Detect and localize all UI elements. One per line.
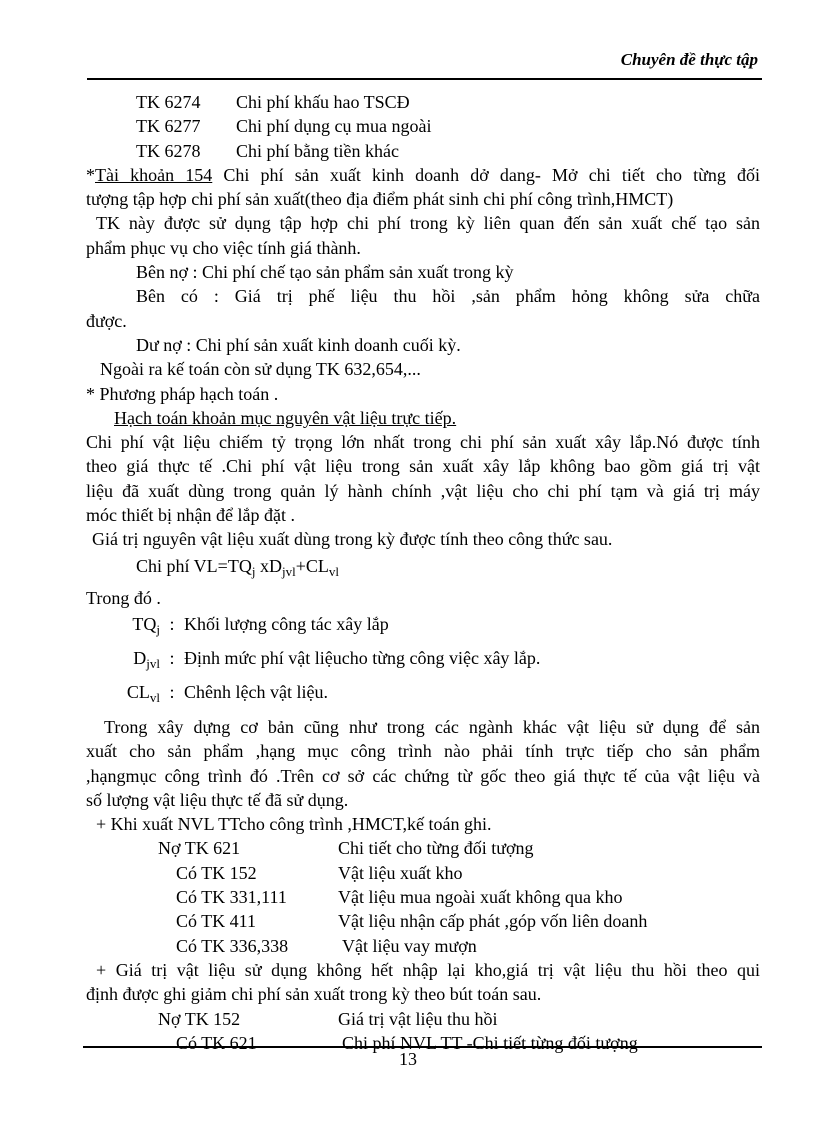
colon: :: [169, 647, 175, 668]
entry2-intro-line: định được ghi giảm chi phí sản xuất trong kỳ theo bút toán sau.: [86, 984, 542, 1005]
variable-name: [86, 610, 160, 644]
entry-account: Có TK 152: [176, 862, 257, 883]
entry-desc: Giá trị vật liệu thu hồi: [338, 1008, 498, 1029]
entry-desc: Chi tiết cho từng đối tượng: [338, 838, 534, 859]
formula-part: Chi phí VL=TQ: [136, 555, 252, 576]
entry-account: Có TK 336,338: [176, 935, 289, 956]
entry2-line: [86, 1007, 760, 1031]
page-number: 13: [399, 1049, 417, 1069]
entry1-intro: + Khi xuất NVL TTcho công trình ,HMCT,kế toán ghi.: [96, 814, 492, 835]
header-title: Chuyên đề thực tập: [620, 50, 758, 69]
entry-desc: Chi phí NVL TT -Chi tiết từng đối tượng: [342, 1032, 638, 1053]
account-154-use-line2: phẩm phục vụ cho việc tính giá thành.: [86, 237, 361, 258]
variable-sub: jvl: [146, 655, 160, 671]
balance-line: Dư nợ : Chi phí sản xuất kinh doanh cuối kỳ.: [136, 334, 461, 355]
variable-symbol: CL: [126, 681, 150, 702]
tk-desc: Chi phí dụng cụ mua ngoài: [236, 116, 432, 137]
tk-code: TK 6277: [136, 116, 201, 137]
variable-line: [86, 644, 760, 678]
variable-desc: Chênh lệch vật liệu.: [184, 681, 328, 702]
entry1-line: [86, 861, 760, 885]
entry-desc: Vật liệu xuất kho: [338, 862, 463, 883]
formula-part: +CL: [295, 555, 329, 576]
variable-name: [86, 678, 160, 712]
tk-code: TK 6278: [136, 140, 201, 161]
tk-code: TK 6274: [136, 92, 201, 112]
debit-line: Bên nợ : Chi phí chế tạo sản phẩm sản xuất trong kỳ: [136, 262, 514, 283]
entry1-line: [86, 934, 760, 958]
variable-line: [86, 678, 760, 712]
paragraph2-line: ,hạngmục công trình đó .Trên cơ sở các chứng từ gốc theo giá thực tế của vật liệu và: [86, 765, 760, 786]
entry-account: Có TK 331,111: [176, 887, 287, 908]
formula-sub: j: [251, 563, 256, 579]
asterisk: *: [86, 164, 95, 185]
paragraph2-line: số lượng vật liệu thực tế đã sử dụng.: [86, 789, 349, 810]
variable-sub: j: [156, 621, 160, 637]
variable-symbol: D: [133, 647, 147, 668]
variable-desc: Khối lượng công tác xây lắp: [184, 613, 389, 634]
account-154-line2: tượng tập hợp chi phí sản xuất(theo địa điểm phát sinh chi phí công trình,HMCT): [86, 189, 674, 210]
entry-desc: Vật liệu vay mượn: [342, 935, 477, 956]
variable-name: [86, 644, 160, 678]
tk-desc: Chi phí khấu hao TSCĐ: [236, 92, 410, 112]
variable-sub: vl: [149, 689, 160, 705]
entry-account: Nợ TK 152: [158, 1008, 241, 1029]
entry1-line: [86, 836, 760, 860]
entry-account: Có TK 621: [176, 1032, 257, 1053]
tk-desc: Chi phí bằng tiền khác: [236, 140, 399, 161]
account-154-use-line1: TK này được sử dụng tập hợp chi phí trong kỳ liên quan đến sản xuất chế tạo sản: [96, 213, 760, 234]
paragraph1-line: Chi phí vật liệu chiếm tỷ trọng lớn nhất trong chi phí sản xuất xây lắp.Nó được tính: [86, 432, 760, 453]
paragraph2-line: Trong xây dựng cơ bản cũng như trong các ngành khác vật liệu sử dụng để sản: [104, 716, 760, 737]
others-line: Ngoài ra kế toán còn sử dụng TK 632,654,...: [100, 359, 421, 380]
tk-line: [86, 139, 760, 163]
entry2-intro-line: + Giá trị vật liệu sử dụng không hết nhập lại kho,giá trị vật liệu thu hồi theo qui: [96, 959, 760, 980]
colon: :: [169, 613, 175, 634]
entry-account: Có TK 411: [176, 911, 257, 932]
tk-line: [86, 90, 760, 114]
paragraph2-line: xuất cho sản phẩm ,hạng mục công trình nào phải tính trực tiếp cho sản phẩm: [86, 741, 760, 762]
variable-line: [86, 610, 760, 644]
entry1-line: [86, 885, 760, 909]
footer-rule: [83, 1046, 762, 1048]
where-line: Trong đó .: [86, 587, 161, 608]
formula-part: xD: [255, 555, 282, 576]
account-154-text: Chi phí sản xuất kinh doanh dở dang- Mở chi tiết cho từng đối: [212, 164, 760, 185]
account-154-line1: [86, 163, 760, 187]
section-title: Hạch toán khoản mục nguyên vật liệu trực tiếp.: [114, 407, 457, 428]
entry-account: Nợ TK 621: [158, 838, 241, 859]
credit-line1: Bên có : Giá trị phế liệu thu hồi ,sản phẩm hỏng không sửa chữa: [136, 286, 760, 307]
formula-sub: jvl: [281, 563, 296, 579]
tk-line: [86, 114, 760, 138]
document-body: [86, 90, 760, 1055]
credit-line2: được.: [86, 310, 127, 331]
entry-desc: Vật liệu nhận cấp phát ,góp vốn liên doanh: [338, 911, 648, 932]
variable-symbol: TQ: [132, 613, 157, 634]
header-rule: [87, 78, 762, 80]
formula-intro: Giá trị nguyên vật liệu xuất dùng trong kỳ được tính theo công thức sau.: [92, 529, 613, 550]
paragraph1-line: liệu đã xuất dùng trong quản lý hành chính ,vật liệu cho chi phí tạm và giá trị máy: [86, 480, 760, 501]
formula-sub: vl: [328, 563, 339, 579]
account-154-heading: Tài khoản 154: [95, 164, 213, 185]
paragraph1-line: theo giá thực tế .Chi phí vật liệu trong sản xuất xây lắp không bao gồm giá trị vật: [86, 456, 760, 477]
entry1-line: [86, 909, 760, 933]
entry-desc: Vật liệu mua ngoài xuất không qua kho: [338, 887, 623, 908]
formula: [86, 552, 760, 586]
paragraph1-line: móc thiết bị nhận để lắp đặt .: [86, 505, 295, 526]
variable-desc: Định mức phí vật liệucho từng công việc xây lắp.: [184, 647, 541, 668]
colon: :: [169, 681, 175, 702]
method-line: * Phương pháp hạch toán .: [86, 383, 279, 404]
